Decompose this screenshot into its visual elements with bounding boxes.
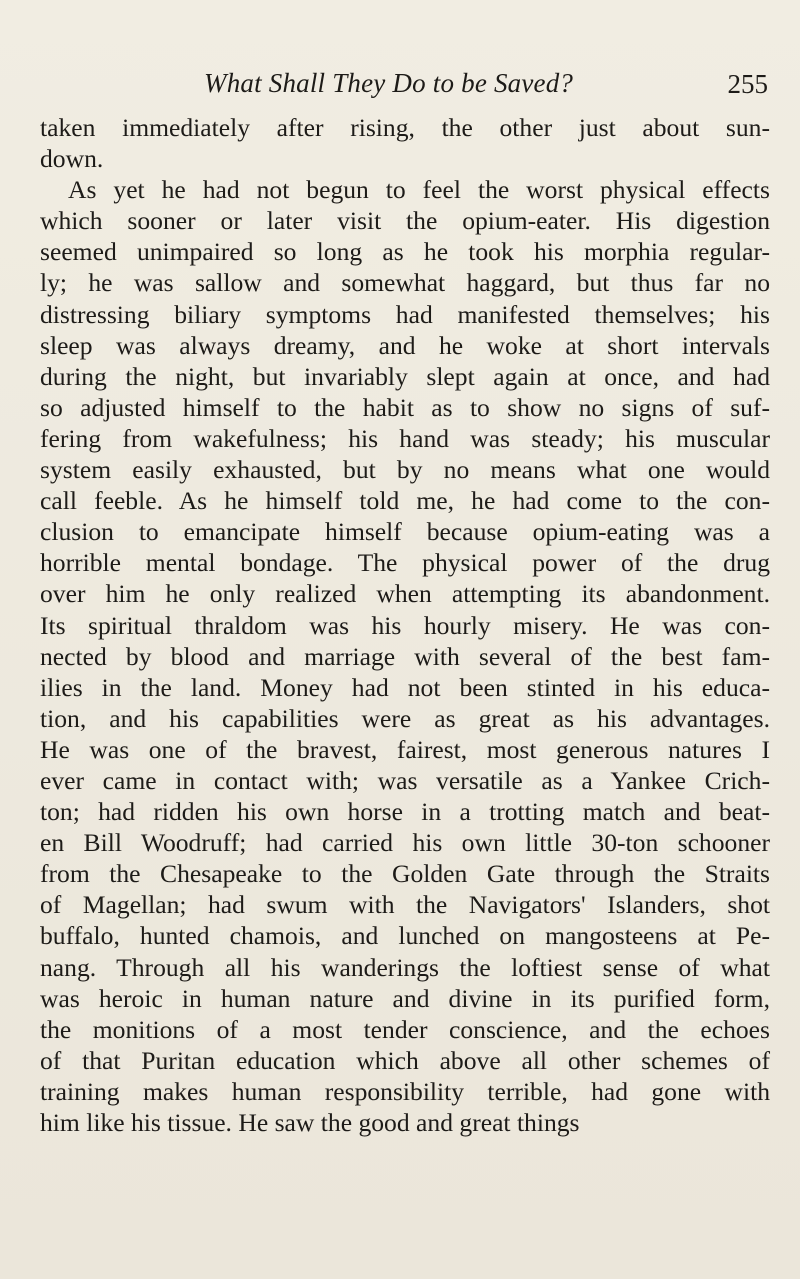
page-number: 255 — [727, 69, 768, 99]
text-line: He was one of the bravest, fairest, most generous natures I — [40, 734, 770, 764]
text-line: As yet he had not begun to feel the worst physical effects — [68, 175, 770, 205]
text-line: ton; had ridden his own horse in a trotting match and beat- — [40, 797, 770, 827]
text-line: fering from wakefulness; his hand was steady; his muscular — [40, 423, 770, 453]
text-line: buffalo, hunted chamois, and lunched on mangosteens at Pe- — [40, 921, 770, 951]
text-line: en Bill Woodruff; had carried his own little 30-ton schooner — [40, 828, 770, 858]
text-line: training makes human responsibility terrible, had gone with — [40, 1076, 770, 1106]
text-line: from the Chesapeake to the Golden Gate through the Straits — [40, 859, 770, 889]
page-header — [38, 68, 768, 108]
text-line: over him he only realized when attempting its abandonment. — [40, 579, 770, 609]
text-line: which sooner or later visit the opium-eater. His digestion — [40, 206, 770, 236]
text-line: ilies in the land. Money had not been stinted in his educa- — [40, 672, 770, 702]
text-line: clusion to emancipate himself because opium-eating was a — [40, 517, 770, 547]
text-line: during the night, but invariably slept again at once, and had — [40, 361, 770, 391]
text-line: distressing biliary symptoms had manifested themselves; his — [40, 299, 770, 329]
text-line: so adjusted himself to the habit as to show no signs of suf- — [40, 392, 770, 422]
body-text — [40, 112, 770, 1138]
text-line: ever came in contact with; was versatile as a Yankee Crich- — [40, 765, 770, 795]
running-title: What Shall They Do to be Saved? — [204, 68, 574, 98]
text-line: system easily exhausted, but by no means what one would — [40, 455, 770, 485]
text-line: ly; he was sallow and somewhat haggard, but thus far no — [40, 268, 770, 298]
text-line: of that Puritan education which above all other schemes of — [40, 1045, 770, 1075]
text-line: the monitions of a most tender conscience, and the echoes — [40, 1014, 770, 1044]
text-line: tion, and his capabilities were as great as his advantages. — [40, 703, 770, 733]
text-line: taken immediately after rising, the other just about sun- — [40, 113, 770, 142]
text-line: seemed unimpaired so long as he took his morphia regular- — [40, 237, 770, 267]
text-line: down. — [40, 144, 104, 174]
text-line: him like his tissue. He saw the good and great things — [40, 1108, 580, 1137]
text-line: was heroic in human nature and divine in its purified form, — [40, 983, 770, 1013]
text-line: Its spiritual thraldom was his hourly misery. He was con- — [40, 610, 770, 640]
text-line: horrible mental bondage. The physical power of the drug — [40, 548, 770, 578]
text-line: nang. Through all his wanderings the loftiest sense of what — [40, 952, 770, 982]
text-line: sleep was always dreamy, and he woke at short intervals — [40, 330, 770, 360]
text-line: of Magellan; had swum with the Navigators' Islanders, shot — [40, 890, 770, 920]
text-line: call feeble. As he himself told me, he had come to the con- — [40, 486, 770, 516]
text-line: nected by blood and marriage with several of the best fam- — [40, 641, 770, 671]
